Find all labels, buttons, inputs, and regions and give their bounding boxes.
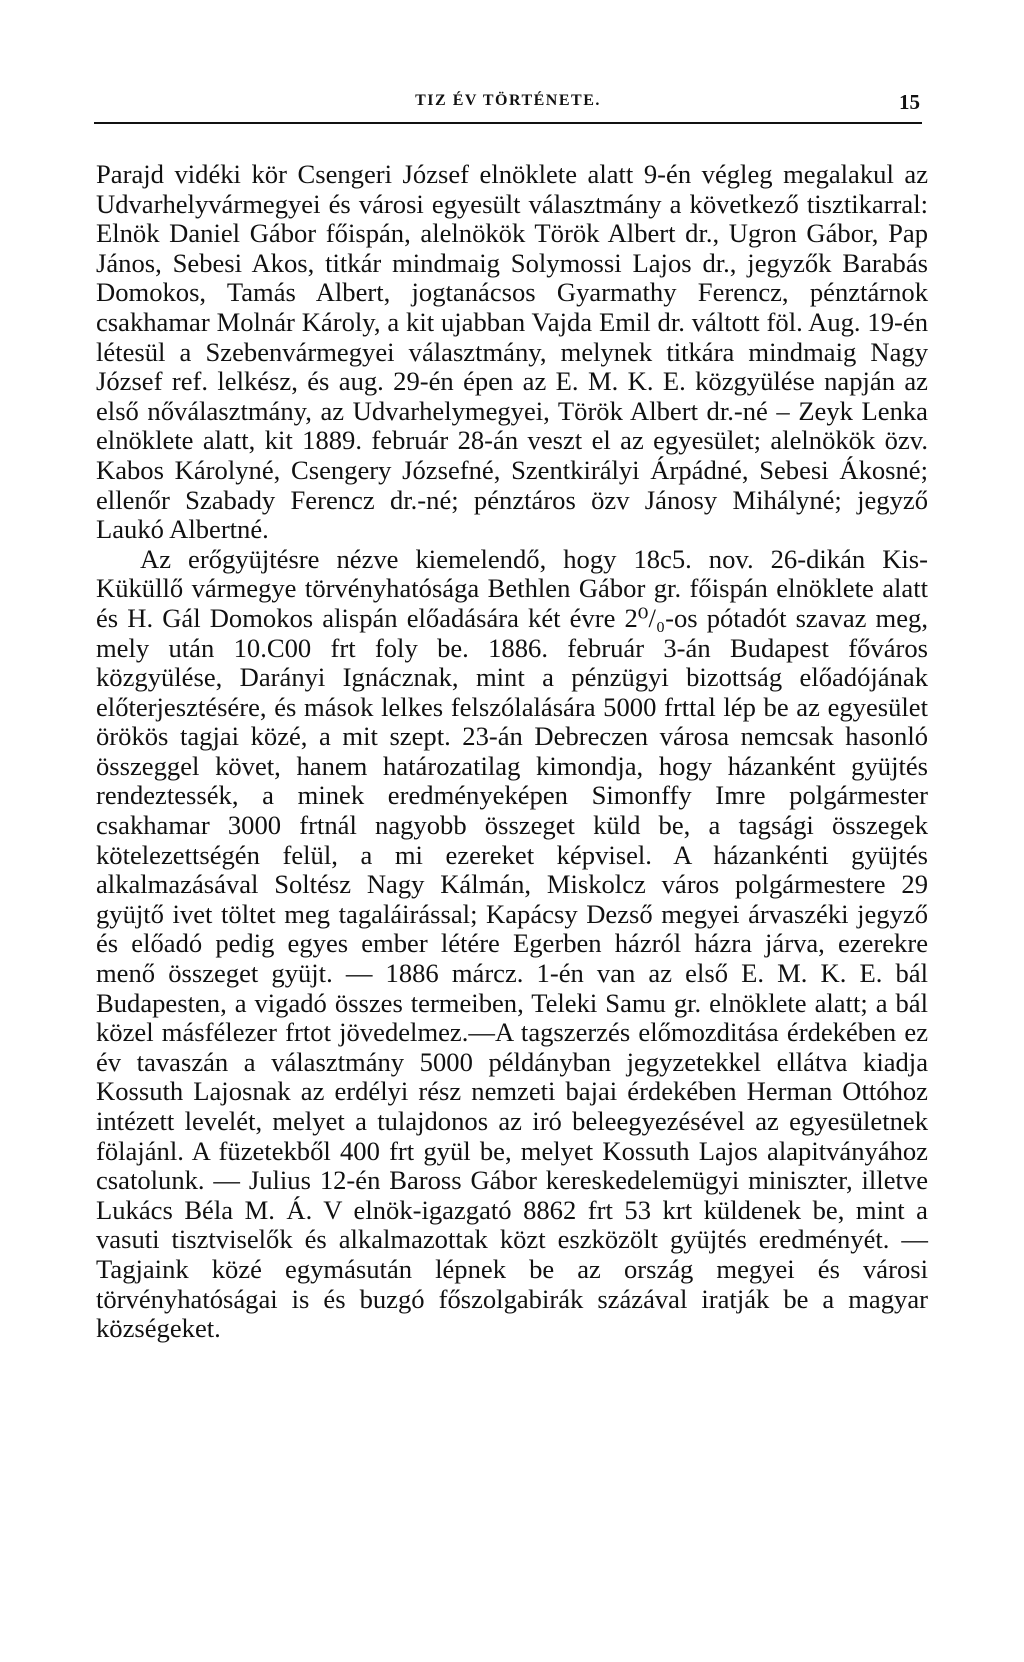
running-title: TIZ ÉV TÖRTÉNETE.: [415, 92, 601, 109]
page-number: 15: [899, 90, 920, 114]
paragraph: Az erőgyüjtésre nézve kiemelendő, hogy 18c5. nov. 26-dikán Kis-Küküllő vármegye törvényhatósága Bethlen Gábor gr. főispán elnöklete alatt és H. Gál Domokos alispán előadására két évre 2⁰/₀-os pótadót szavaz meg, mely után 10.C00 frt foly be. 1886. február 3-án Budapest főváros közgyülése, Darányi Ignácznak, mint a pénzügyi bizottság előadójának előterjesztésére, és mások lelkes felszólalására 5000 frttal lép be az egyesület örökös tagjai közé, a mit szept. 23-án Debreczen városa nemcsak hasonló összeggel követ, hanem határozatilag kimondja, hogy házanként gyüjtés rendeztessék, a minek eredményeképen Simonffy Imre polgármester csakhamar 3000 frtnál nagyobb összeget küld be, a tagsági összegek kötelezettségén felül, a mi ezereket képvisel. A házankénti gyüjtés alkalmazásával Soltész Nagy Kálmán, Miskolcz város polgármestere 29 gyüjtő ivet töltet meg tagaláirással; Kapácsy Dezső megyei árvaszéki jegyző és előadó pedig egyes ember létére Egerben házról házra járva, ezerekre menő összeget gyüjt. — 1886 márcz. 1-én van az első E. M. K. E. bál Budapesten, a vigadó összes termeiben, Teleki Samu gr. elnöklete alatt; a bál közel másfélezer frtot jövedelmez.—A tagszerzés előmozditása érdekében ez év tavaszán a választmány 5000 példányban jegyzetekkel ellátva kiadja Kossuth Lajosnak az erdélyi rész nemzeti bajai érdekében Herman Ottóhoz intézett levelét, melyet a tulajdonos az iró beleegyezésével az egyesületnek fölajánl. A füzetekből 400 frt gyül be, melyet Kossuth Lajos alapitványához csatolunk. — Julius 12-én Baross Gábor kereskedelemügyi miniszter, illetve Lukács Béla M. Á. V elnök-igazgató 8862 frt 53 krt küldenek be, mint a vasuti tisztviselők és alkalmazottak közt eszközölt gyüjtés eredményét. — Tagjaink közé egymásután lépnek be az ország megyei és városi törvényhatóságai is és buzgó főszolgabirák százával iratják be a magyar községeket.: [96, 543, 928, 1344]
body-text: [96, 160, 928, 1344]
page-header: [94, 92, 922, 124]
paragraph: Parajd vidéki kör Csengeri József elnöklete alatt 9-én végleg megalakul az Udvarhelyvármegyei és városi egyesült választmány a következő tisztikarral: Elnök Daniel Gábor főispán, alelnökök Török Albert dr., Ugron Gábor, Pap János, Sebesi Akos, titkár mindmaig Solymossi Lajos dr., jegyzők Barabás Domokos, Tamás Albert, jogtanácsos Gyarmathy Ferencz, pénztárnok csakhamar Molnár Károly, a kit ujabban Vajda Emil dr. váltott föl. Aug. 19-én létesül a Szebenvármegyei választmány, melynek titkára mindmaig Nagy József ref. lelkész, és aug. 29-én épen az E. M. K. E. közgyülése napján az első nőválasztmány, az Udvarhelymegyei, Török Albert dr.-né – Zeyk Lenka elnöklete alatt, kit 1889. február 28-án veszt el az egyesület; alelnökök özv. Kabos Károlyné, Csengery Józsefné, Szentkirályi Árpádné, Sebesi Ákosné; ellenőr Szabady Ferencz dr.-né; pénztáros özv Jánosy Mihályné; jegyző Laukó Albertné.: [96, 159, 928, 545]
